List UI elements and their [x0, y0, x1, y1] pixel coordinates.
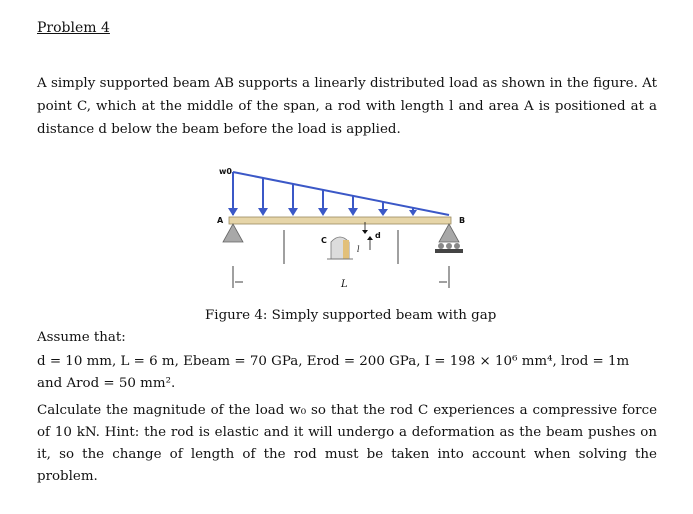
given-d: d = 10 mm, [37, 354, 117, 369]
given-l-rod: lrod = 1m and [37, 354, 630, 391]
load-arrows [228, 174, 417, 216]
given-i: I = 198 × 10⁶ mm⁴, [424, 354, 557, 369]
given-l: L = 6 m, [120, 354, 179, 369]
given-e-rod: Erod = 200 GPa, [306, 354, 421, 369]
label-span-l: L [341, 279, 348, 290]
given-a-rod: Arod = 50 mm². [66, 376, 176, 391]
label-c: C [321, 236, 327, 245]
given-values [37, 351, 657, 395]
support-b [439, 224, 459, 242]
label-b: B [459, 216, 466, 225]
problem-intro: A simply supported beam AB supports a linearly distributed load as shown in the figure. At point C, which at the middle of the span, a rod with length l and area A is positioned at a distance d below the beam before the load is applied. [37, 76, 657, 137]
beam-figure [205, 160, 475, 300]
support-a [223, 224, 243, 242]
label-a: A [217, 216, 224, 225]
task-text: Calculate the magnitude of the load w₀ so that the rod C experiences a compressive force of 10 kN. Hint: the rod is elastic and it will undergo a deformation as the beam pushes on it, so the change of length of the rod must be taken into account when solving the problem. [37, 403, 657, 484]
figure-caption: Figure 4: Simply supported beam with gap [205, 308, 497, 323]
label-d: d [375, 231, 381, 240]
label-w0: w0 [219, 167, 232, 176]
beam [229, 217, 451, 224]
problem-heading: Problem 4 [37, 20, 110, 36]
assume-label: Assume that: [37, 330, 126, 345]
given-e-beam: Ebeam = 70 GPa, [183, 354, 303, 369]
label-l: l [357, 245, 360, 254]
